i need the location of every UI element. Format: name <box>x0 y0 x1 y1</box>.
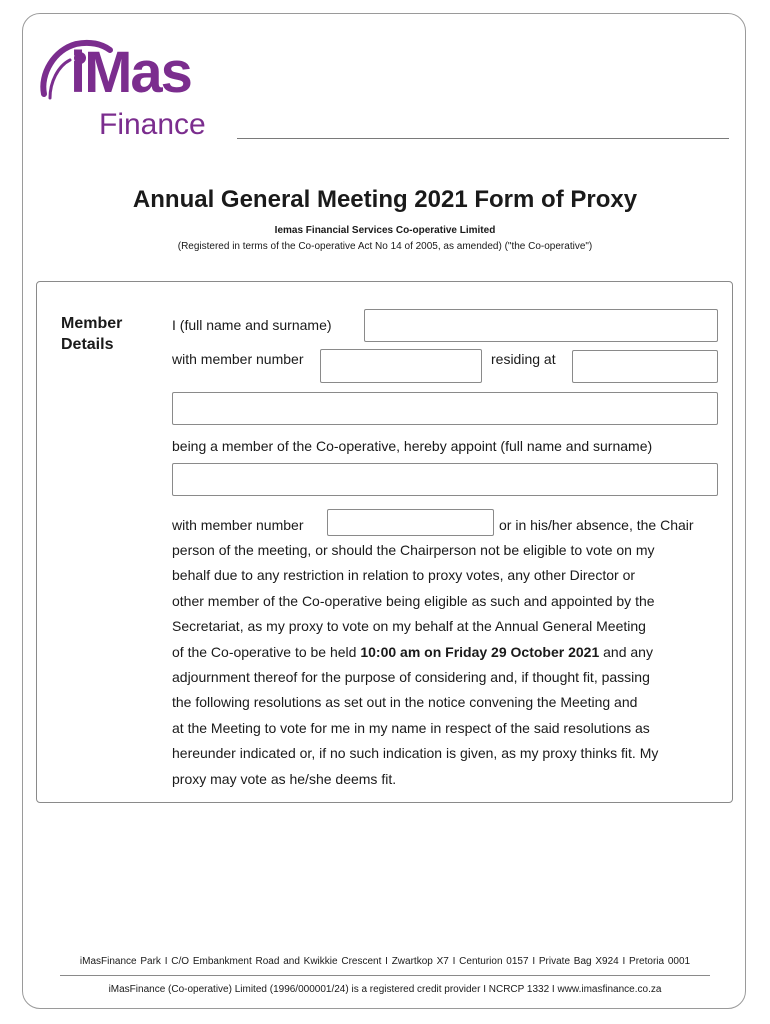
body-line: other member of the Co-operative being eligible as such and appointed by the <box>172 592 655 609</box>
body-line: adjournment thereof for the purpose of considering and, if thought fit, passing <box>172 669 650 686</box>
address-field[interactable] <box>172 392 718 425</box>
meeting-outro: and any <box>599 643 653 660</box>
company-name: Iemas Financial Services Co-operative Limited <box>274 225 496 236</box>
meeting-intro: of the Co-operative to be held <box>172 643 361 660</box>
body-line: behalf due to any restriction in relation to proxy votes, any other Director or <box>172 567 636 584</box>
full-name-label: I (full name and surname) <box>172 317 332 333</box>
body-line: Secretariat, as my proxy to vote on my behalf at the Annual General Meeting <box>172 618 646 635</box>
section-label-member-details <box>61 313 122 355</box>
body-line: proxy may vote as he/she deems fit. <box>172 770 397 787</box>
member-number-label: with member number <box>172 351 304 367</box>
member-number-field[interactable] <box>320 349 482 383</box>
page-title: Annual General Meeting 2021 Form of Proxy <box>132 186 638 213</box>
body-line: person of the meeting, or should the Chairperson not be eligible to vote on my <box>172 542 655 558</box>
proxy-name-field[interactable] <box>172 463 718 496</box>
proxy-member-number-field[interactable] <box>327 509 494 536</box>
meeting-datetime: 10:00 am on Friday 29 October 2021 <box>360 643 600 660</box>
section-label-line2: Details <box>61 336 114 353</box>
residing-at-field[interactable] <box>572 350 718 383</box>
residing-at-label: residing at <box>491 351 556 367</box>
logo-subbrand: Finance <box>99 108 206 141</box>
proxy-member-number-label: with member number <box>172 517 304 533</box>
appoint-label: being a member of the Co-operative, hereby appoint (full name and surname) <box>172 438 653 454</box>
footer-rule <box>60 975 710 976</box>
body-line: hereunder indicated or, if no such indication is given, as my proxy thinks fit. My <box>172 745 659 762</box>
full-name-field[interactable] <box>364 309 718 342</box>
registration-note: (Registered in terms of the Co-operative Act No 14 of 2005, as amended) ("the Co-operative") <box>177 241 593 252</box>
header-rule <box>237 138 729 139</box>
footer-address: iMasFinance Park I C/O Embankment Road and Kwikkie Crescent I Zwartkop X7 I Centurion 0157 I Private Bag X924 I Pretoria 0001 <box>79 956 691 967</box>
proxy-terms-paragraph <box>172 538 722 792</box>
body-line <box>172 640 722 665</box>
body-line: the following resolutions as set out in the notice convening the Meeting and <box>172 694 638 711</box>
logo-brand: iMas <box>70 40 191 105</box>
body-line: at the Meeting to vote for me in my name in respect of the said resolutions as <box>172 719 650 736</box>
section-label-line1: Member <box>61 315 123 332</box>
absence-label: or in his/her absence, the Chair <box>499 517 694 533</box>
footer-legal: iMasFinance (Co-operative) Limited (1996/000001/24) is a registered credit provider I NCRCP 1332 I www.imasfinance.co.za <box>108 984 662 995</box>
